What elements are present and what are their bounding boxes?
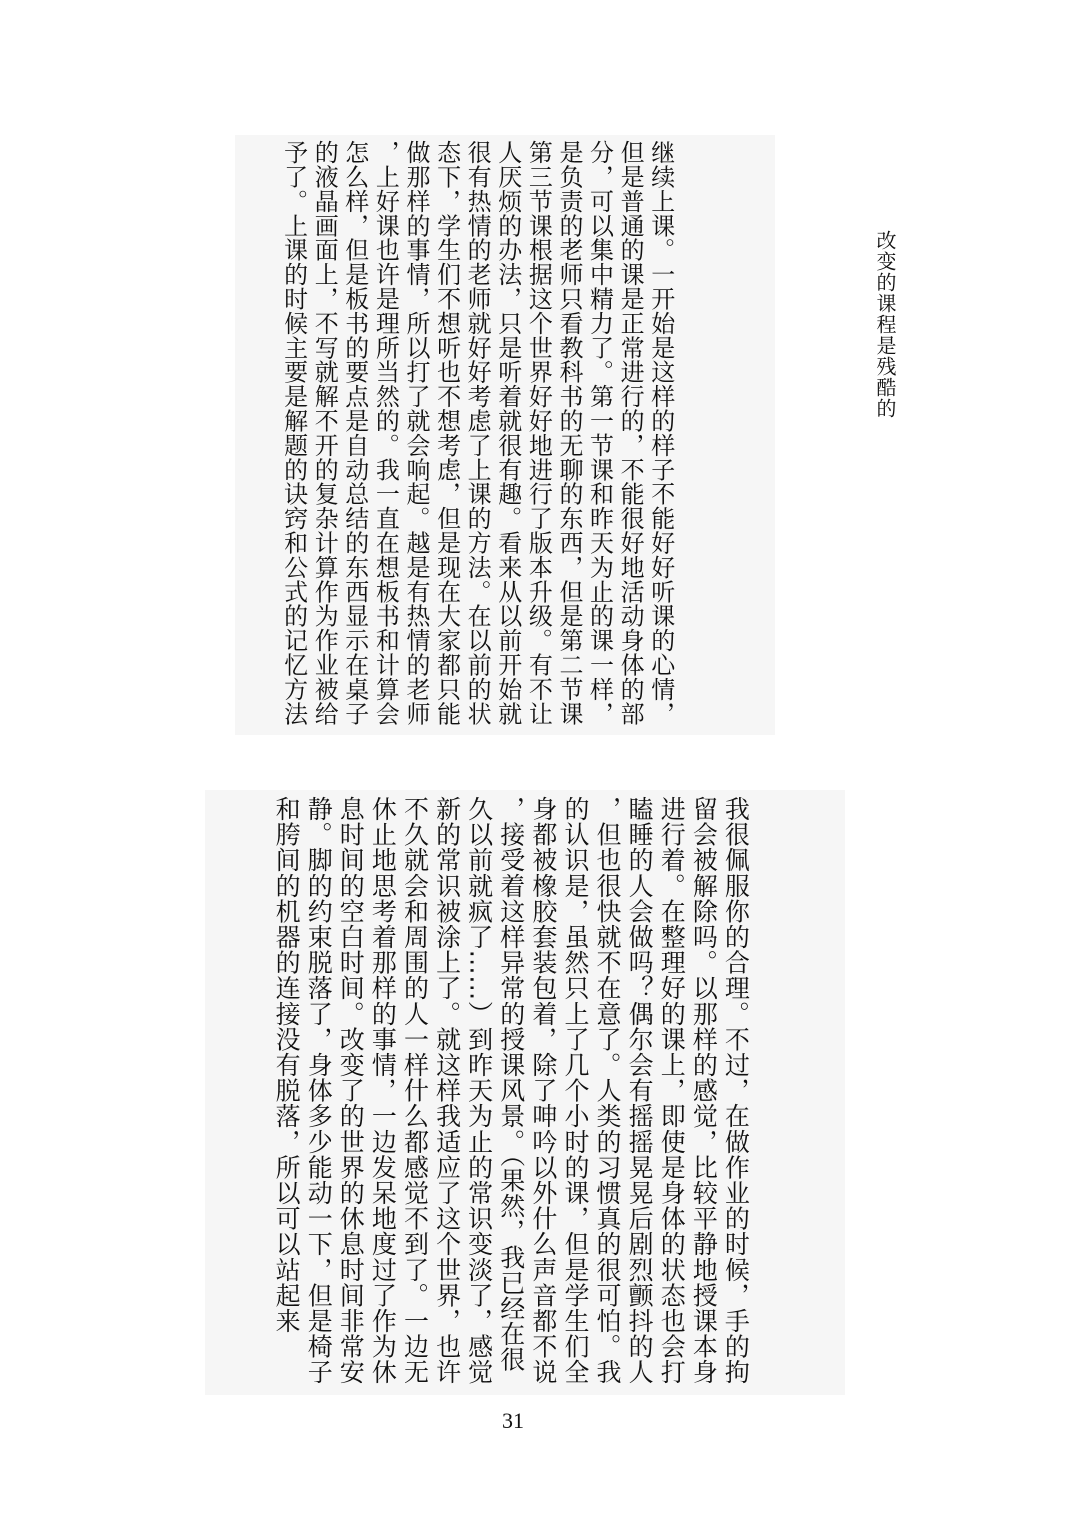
text-column: 继续上课。一开始是这样的样子不能好好听课的心情， bbox=[646, 140, 675, 726]
page-number: 31 bbox=[502, 1408, 524, 1433]
text-column: ，但也很快就不在意了。人类的习惯真的很可怕。我 bbox=[593, 796, 623, 1385]
text-column: 瞌睡的人会做吗？偶尔会有摇摇晃晃后剧烈颤抖的人 bbox=[625, 796, 655, 1385]
text-column: 怎么样，但是板书的要点是自动总结的东西显示在桌子 bbox=[340, 140, 369, 726]
text-column: 新的常识被涂上了。就这样我适应了这个世界，也许 bbox=[432, 796, 462, 1385]
chapter-title: 改变的课程是残酷的 bbox=[873, 230, 897, 419]
text-column: 很有热情的老师就好好考虑了上课的方法。在以前的状 bbox=[463, 140, 492, 726]
text-column: 但是普通的课是正常进行的，不能很好地活动身体的部 bbox=[616, 140, 645, 726]
text-column: 的认识是，虽然只上了几个小时的课，但是学生们全 bbox=[560, 796, 590, 1385]
text-column: ，接受着这样异常的授课风景。（果然，我已经在很 bbox=[496, 796, 526, 1373]
text-column: ，上好课也许是理所当然的。我一直在想板书和计算会 bbox=[371, 140, 400, 726]
text-column: 第三节课根据这个世界好好地进行了版本升级。有不让 bbox=[524, 140, 553, 726]
text-column: 身都被橡胶套装包着，除了呻吟以外什么声音都不说 bbox=[528, 796, 558, 1385]
text-column: 分，可以集中精力了。第一节课和昨天为止的课一样， bbox=[585, 140, 614, 726]
text-column: 是负责的老师只看教科书的无聊的东西，但是第二节课 bbox=[554, 140, 583, 726]
text-column: 息时间的空白时间。改变了的世界的休息时间非常安 bbox=[336, 796, 366, 1385]
text-column: 留会被解除吗。以那样的感觉，比较平静地授课本身 bbox=[689, 796, 719, 1385]
text-column: 态下，学生们不想听也不想考虑，但是现在大家都只能 bbox=[432, 140, 461, 726]
text-column: 的液晶画面上，不写就解不开的复杂计算作为作业被给 bbox=[310, 140, 339, 726]
text-block-top bbox=[277, 140, 675, 726]
text-column: 休止地思考着那样的事情，一边发呆地度过了作为休 bbox=[368, 796, 398, 1385]
text-column: 做那样的事情，所以打了就会响起。越是有热情的老师 bbox=[401, 140, 430, 726]
text-column: 进行着。在整理好的课上，即使是身体的状态也会打 bbox=[657, 796, 687, 1385]
text-column: 久以前就疯了……）到昨天为止的常识变淡了，感觉 bbox=[464, 796, 494, 1385]
text-block-bottom bbox=[269, 796, 750, 1385]
text-column: 我很佩服你的合理。不过，在做作业的时候，手的拘 bbox=[721, 796, 751, 1385]
text-column: 人厌烦的办法，只是听着就很有趣。看来从以前开始就 bbox=[493, 140, 522, 726]
text-column: 不久就会和周围的人一样什么都感觉不到了。一边无 bbox=[400, 796, 430, 1385]
text-column: 静。脚的约束脱落了，身体多少能动一下，但是椅子 bbox=[304, 796, 334, 1385]
text-column: 予了。上课的时候主要是解题的诀窍和公式的记忆方法 bbox=[279, 140, 308, 726]
text-column: 和胯间的机器的连接没有脱落，所以可以站起来 bbox=[272, 796, 302, 1334]
